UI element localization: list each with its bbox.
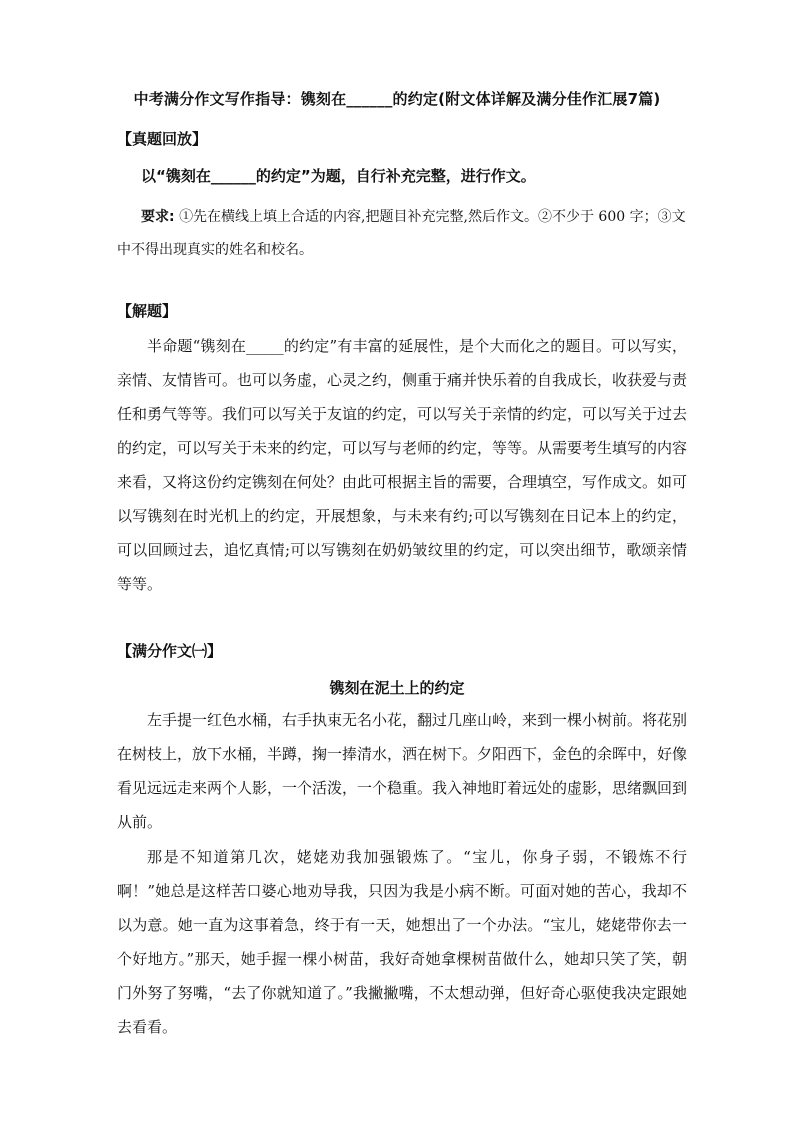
- section-heading-essay: 【满分作文㈠】: [117, 642, 223, 660]
- essay-paragraph-2: 那是不知道第几次，姥姥劝我加强锻炼了。“宝儿，你身子弱，不锻炼不行啊！”她总是这样苦口婆心地劝导我，只因为我是小病不断。可面对她的苦心，我却不以为意。她一直为这事着急，终于有一天，她想出了一个办法。“宝儿，姥姥带你去一个好地方。”那天，她手握一棵小树苗，我好奇她拿棵树苗做什么，她却只笑了笑，朝门外努了努嘴，“去了你就知道了。”我撇撇嘴，不太想动弹，但好奇心驱使我决定跟她去看看。: [117, 848, 687, 1036]
- section-heading-question: 【真题回放】: [117, 130, 208, 148]
- essay-title: 镌刻在泥土上的约定: [329, 679, 465, 697]
- document-title: 中考满分作文写作指导：镌刻在______的约定(附文体详解及满分佳作汇展7篇): [133, 90, 661, 108]
- analysis-paragraph: 半命题“镌刻在_____的约定”有丰富的延展性，是个大而化之的题目。可以写实，亲情、友情皆可。也可以务虚，心灵之约，侧重于痛并快乐着的自我成长，收获爱与责任和勇气等等。我们可以写关于友谊的约定，可以写关于亲情的约定，可以写关于过去的约定，可以写关于未来的约定，可以写与老师的约定，等等。从需要考生填写的内容来看，又将这份约定镌刻在何处？由此可根据主旨的需要，合理填空，写作成文。如可以写镌刻在时光机上的约定，开展想象，与未来有约;可以写镌刻在日记本上的约定，可以回顾过去，追忆真情;可以写镌刻在奶奶皱纹里的约定，可以突出细节，歌颂亲情等等。: [117, 337, 688, 593]
- requirement-label: 要求:: [141, 209, 175, 225]
- essay-prompt: 以“镌刻在______的约定”为题，自行补充完整，进行作文。: [141, 167, 536, 185]
- section-heading-analysis: 【解题】: [117, 302, 178, 320]
- requirement-text: ①先在横线上填上合适的内容,把题目补充完整,然后作文。②不少于 600 字；③文中不得出现真实的姓名和校名。: [117, 209, 686, 258]
- essay-paragraph-1: 左手提一红色水桶，右手执束无名小花，翻过几座山岭，来到一棵小树前。将花别在树枝上，放下水桶，半蹲，掬一捧清水，洒在树下。夕阳西下，金色的余晖中，好像看见远远走来两个人影，一个活泼，一个稳重。我入神地盯着远处的虚影，思绪飘回到从前。: [117, 711, 688, 831]
- requirements: [117, 201, 687, 267]
